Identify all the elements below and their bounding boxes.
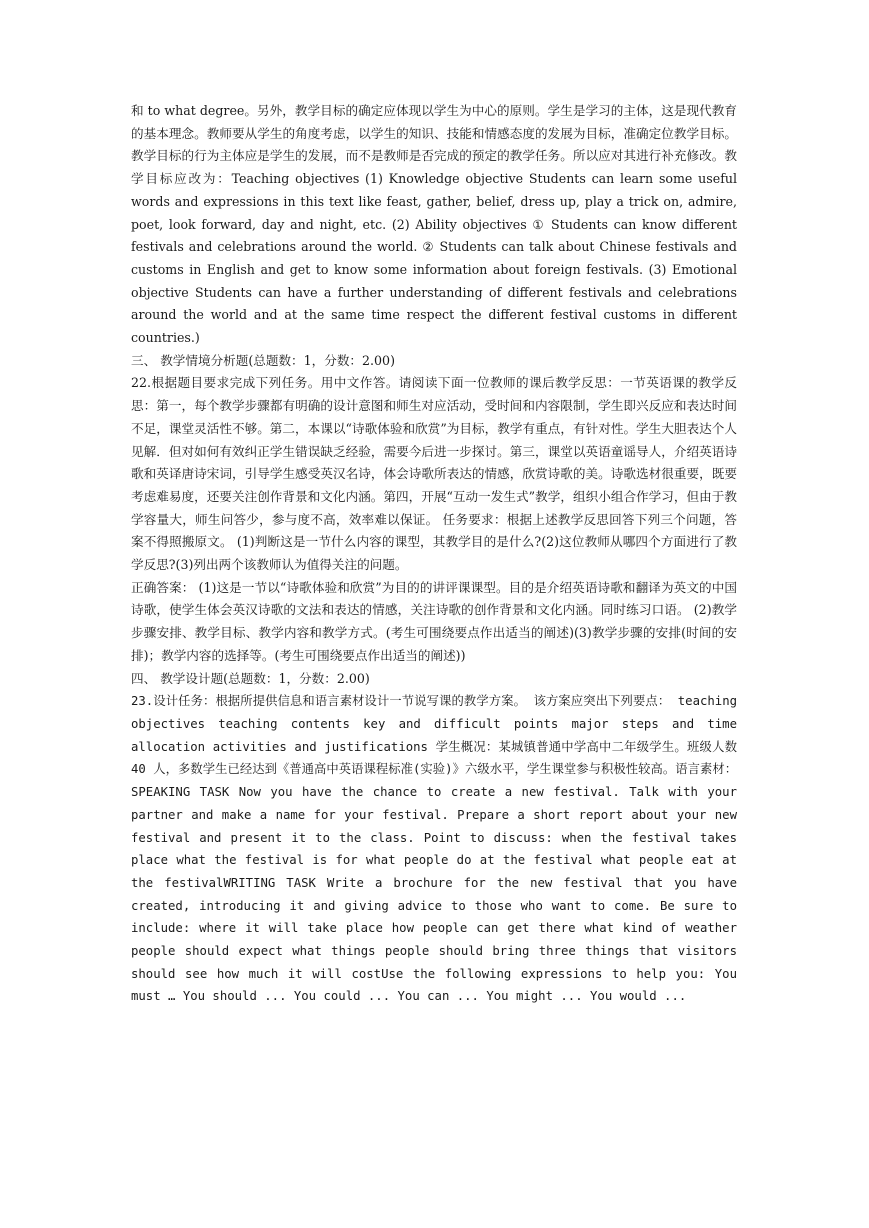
section-heading-4: 四、 教学设计题(总题数：1，分数：2.00) (131, 670, 370, 686)
document-page (131, 100, 737, 1008)
question-22: 22.根据题目要求完成下列任务。用中文作答。请阅读下面一位教师的课后教学反思：一节英语课的教学反思：第一，每个教学步骤都有明确的设计意图和师生对应活动，受时间和内容限制，学生即兴反应和表达时间不足，课堂灵活性不够。第二，本课以“诗歌体验和欣赏”为目标，教学有重点，有针对性。学生大胆表达个人见解．但对如何有效纠正学生错误缺乏经验，需要今后进一步探讨。第三，课堂以英语童谣导人，介绍英语诗歌和英译唐诗宋词，引导学生感受英汉名诗，体会诗歌所表达的情感，欣赏诗歌的美。诗歌选材很重要，既要考虑难易度，还要关注创作背景和文化内涵。第四，开展“互动一发生式”教学，组织小组合作学习，但由于教学容量大，师生问答少，参与度不高，效率难以保证。 任务要求：根据上述教学反思回答下列三个问题，答案不得照搬原文。 (1)判断这是一节什么内容的课型，其教学目的是什么?(2)这位教师从哪四个方面进行了教学反思?(3)列出两个该教师认为值得关注的问题。 (131, 375, 737, 573)
answer-22: 正确答案： (1)这是一节以“诗歌体验和欣赏”为目的的讲评课课型。目的是介绍英语诗歌和翻译为英文的中国诗歌，使学生体会英汉诗歌的文法和表达的情感，关注诗歌的创作背景和文化内涵。同时练习口语。 (2)教学步骤安排、教学目标、教学内容和教学方式。(考生可围绕要点作出适当的阐述)(3)教学步骤的安排(时间的安排)；教学内容的选择等。(考生可围绕要点作出适当的阐述)) (131, 579, 737, 663)
objectives-answer-continuation: 和 to what degree。另外，教学目标的确定应体现以学生为中心的原则。学生是学习的主体，这是现代教育的基本理念。教师要从学生的角度考虑，以学生的知识、技能和情感态度的发展为目标，准确定位教学目标。教学目标的行为主体应是学生的发展，而不是教师是否完成的预定的教学任务。所以应对其进行补充修改。教学目标应改为：Teaching objectives (1) Knowledge objective Students can learn some useful words and expressions in this text like feast, gather, belief, dress up, play a trick on, admire, poet, look forward, day and night, etc. (2) Ability objectives ① Students can know different festivals and celebrations around the world. ② Students can talk about Chinese festivals and customs in English and get to know some information about foreign festivals. (3) Emotional objective Students can have a further understanding of different festivals and celebrations around the world and at the same time respect the different festival customs in different countries.) (131, 103, 737, 346)
section-heading-3: 三、 教学情境分析题(总题数：1，分数：2.00) (131, 352, 395, 368)
question-23: 23.设计任务：根据所提供信息和语言素材设计一节说写课的教学方案。 该方案应突出下列要点： teaching objectives teaching contents key and difficult points major steps and time allocation activities and justifications 学生概况：某城镇普通中学高中二年级学生。班级人数 40 人，多数学生已经达到《普通高中英语课程标准(实验)》六级水平，学生课堂参与积极性较高。语言素材： SPEAKING TASK Now you have the chance to create a new festival. Talk with your partner and make a name for your festival. Prepare a short report about your new festival and present it to the class. Point to discuss: when the festival takes place what the festival is for what people do at the festival what people eat at the festivalWRITING TASK Write a brochure for the new festival that you have created, introducing it and giving advice to those who want to come. Be sure to include: where it will take place how people can get there what kind of weather people should expect what things people should bring three things that visitors should see how much it will costUse the following expressions to help you: You must … You should ... You could ... You can ... You might ... You would ... (131, 694, 737, 1004)
